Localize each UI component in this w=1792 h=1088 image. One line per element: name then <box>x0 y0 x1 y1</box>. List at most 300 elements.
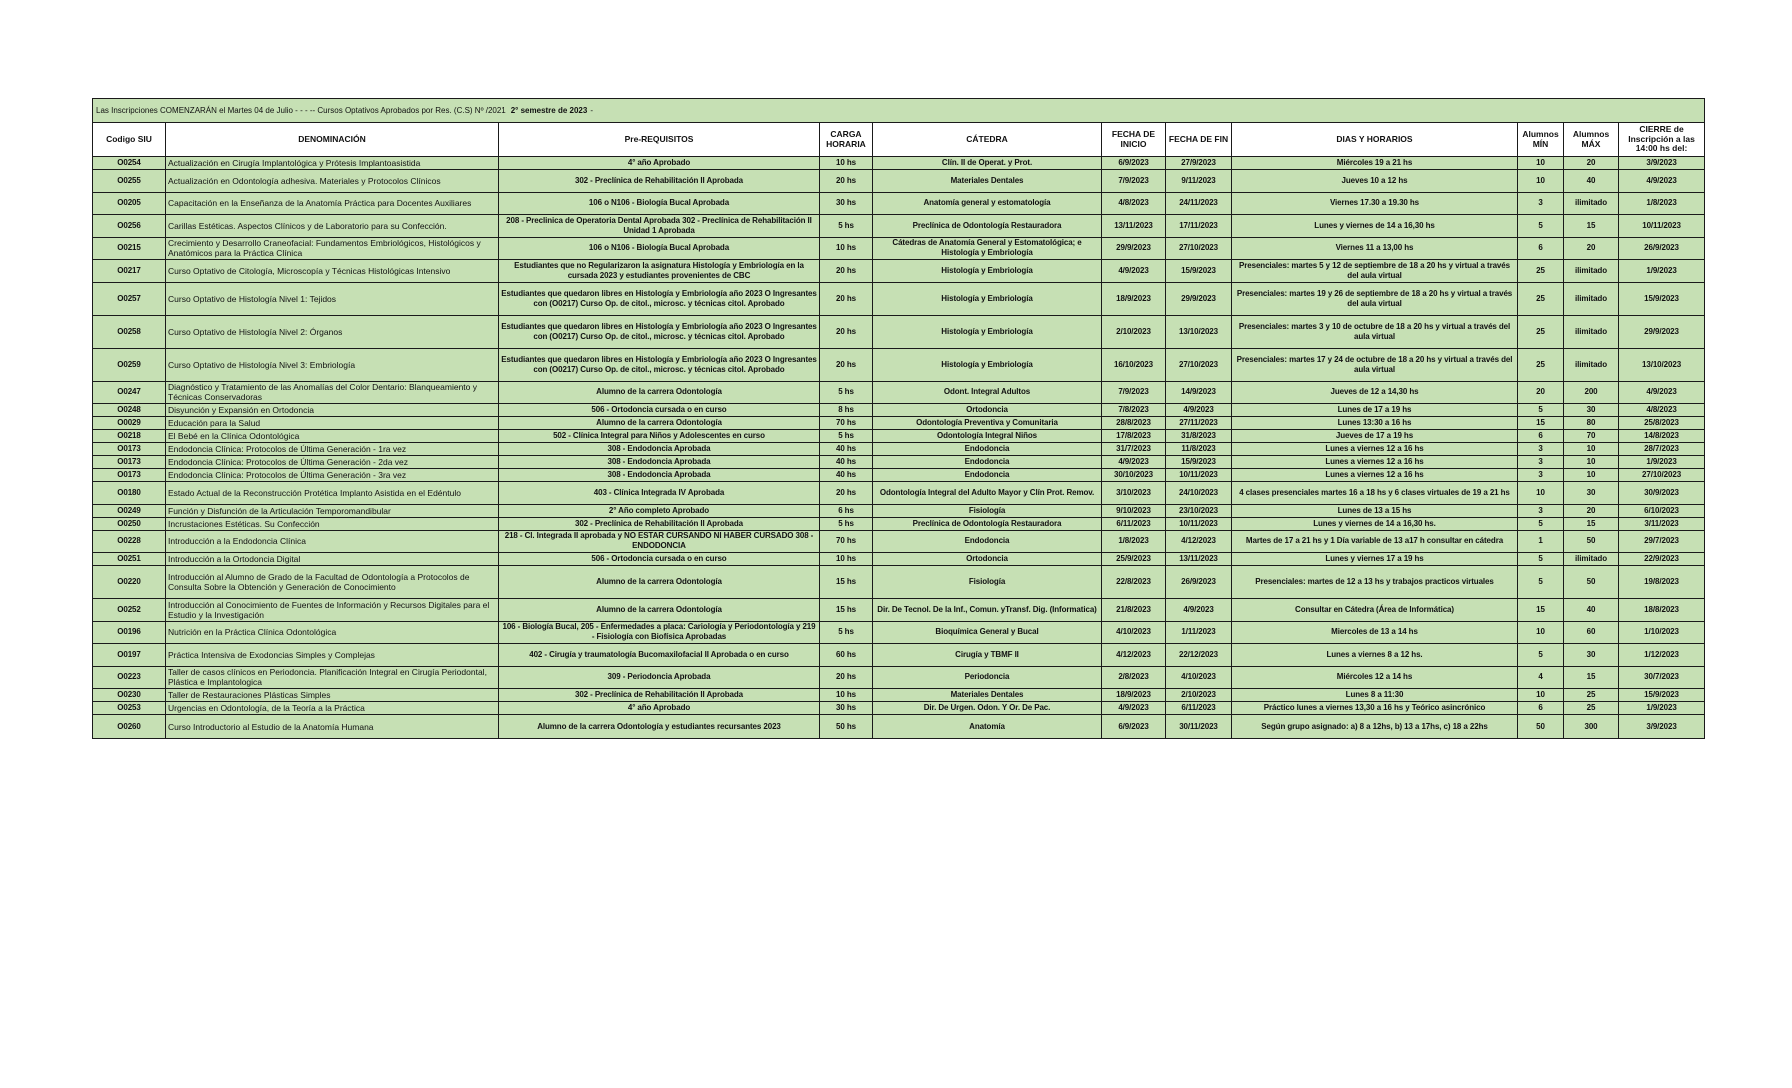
codigo-value: O0256 <box>117 220 141 230</box>
codigo-value: O0197 <box>117 649 141 659</box>
min-value: 25 <box>1536 359 1545 369</box>
catedra-value: Clín. II de Operat. y Prot. <box>941 158 1033 167</box>
header-denominacion <box>166 123 499 157</box>
fin-value: 4/9/2023 <box>1183 405 1214 414</box>
cell-max <box>1564 530 1619 553</box>
codigo-value: O0223 <box>117 672 141 682</box>
cell-inicio <box>1102 599 1166 622</box>
cell-horarios <box>1232 621 1518 644</box>
cell-cierre <box>1619 482 1705 505</box>
prerequisitos-value: 4° año Aprobado <box>627 703 691 712</box>
table-row <box>93 282 1705 315</box>
cell-denominacion <box>166 417 499 430</box>
cell-min <box>1518 348 1564 381</box>
fin-value: 4/10/2023 <box>1181 672 1216 682</box>
header-carga <box>820 123 873 157</box>
fin-value: 4/9/2023 <box>1183 604 1214 614</box>
cell-prerequisitos <box>499 469 820 482</box>
cell-min <box>1518 260 1564 283</box>
fin-value: 10/11/2023 <box>1179 470 1218 479</box>
cell-inicio <box>1102 215 1166 238</box>
catedra-value: Endodoncia <box>964 444 1010 453</box>
cell-fin <box>1166 417 1232 430</box>
prerequisitos-value: Alumno de la carrera Odontología <box>596 418 722 427</box>
denominacion-value: Crecimiento y Desarrollo Craneofacial: Fundamentos Embriológicos, Histológicos y Anatómicos para la Práctica Clínica <box>168 238 481 259</box>
max-value: 50 <box>1586 536 1596 546</box>
catedra-value: Preclínica de Odontología Restauradora <box>912 220 1062 230</box>
header-prerequisitos-label: Pre-REQUISITOS <box>624 133 694 144</box>
cell-max <box>1564 237 1619 260</box>
cell-horarios <box>1232 170 1518 193</box>
cell-carga <box>820 517 873 530</box>
table-row <box>93 621 1705 644</box>
inicio-value: 16/10/2023 <box>1113 359 1154 369</box>
horarios-value: Lunes a viernes 8 a 12 hs. <box>1326 649 1423 659</box>
horarios-value: Lunes y viernes de 14 a 16,30 hs <box>1314 220 1435 230</box>
prerequisitos-value: 302 - Preclínica de Rehabilitación II Aprobada <box>574 175 744 185</box>
horarios-value: Miércoles 12 a 14 hs <box>1336 672 1413 682</box>
cell-max <box>1564 443 1619 456</box>
cell-fin <box>1166 530 1232 553</box>
carga-value: 30 hs <box>836 198 856 208</box>
cell-cierre <box>1619 430 1705 443</box>
fin-value: 6/11/2023 <box>1181 703 1216 712</box>
cell-denominacion <box>166 666 499 689</box>
prerequisitos-value: 106 - Biología Bucal, 205 - Enfermedades a placa: Cariología y Periodontología y 219 - Fisiología con Biofísica Aprobadas <box>502 622 816 642</box>
inicio-value: 2/10/2023 <box>1116 326 1151 336</box>
cell-inicio <box>1102 456 1166 469</box>
cell-horarios <box>1232 553 1518 566</box>
min-value: 5 <box>1538 577 1543 586</box>
prerequisitos-value: Estudiantes que quedaron libres en Histología y Embriología año 2023 O Ingresantes con (O0217) Curso Op. de citol., microsc. y técnicas citol. Aprobado <box>501 288 817 308</box>
cell-denominacion <box>166 715 499 739</box>
header-max <box>1564 123 1619 157</box>
cell-codigo <box>93 689 166 702</box>
cierre-value: 15/9/2023 <box>1644 690 1679 699</box>
cell-horarios <box>1232 237 1518 260</box>
cell-max <box>1564 504 1619 517</box>
carga-value: 20 hs <box>836 359 856 369</box>
cell-denominacion <box>166 469 499 482</box>
catedra-value: Cirugía y TBMF II <box>955 649 1019 659</box>
carga-value: 20 hs <box>836 326 856 336</box>
inicio-value: 7/9/2023 <box>1118 175 1149 185</box>
cell-catedra <box>873 443 1102 456</box>
cierre-value: 4/8/2023 <box>1646 405 1677 414</box>
table-row <box>93 315 1705 348</box>
fin-value: 1/11/2023 <box>1181 627 1216 637</box>
cell-cierre <box>1619 348 1705 381</box>
prerequisitos-value: 308 - Endodoncia Aprobada <box>607 444 711 453</box>
denominacion-value: Diagnóstico y Tratamiento de las Anomalías del Color Dentario: Blanqueamiento y Técnicas Conservadoras <box>168 382 478 403</box>
cell-denominacion <box>166 599 499 622</box>
cell-codigo <box>93 282 166 315</box>
cell-prerequisitos <box>499 715 820 739</box>
cell-carga <box>820 566 873 599</box>
cell-min <box>1518 192 1564 215</box>
cell-cierre <box>1619 260 1705 283</box>
carga-value: 15 hs <box>836 604 856 614</box>
header-min <box>1518 123 1564 157</box>
cell-inicio <box>1102 417 1166 430</box>
cell-horarios <box>1232 689 1518 702</box>
cierre-value: 10/11/2023 <box>1642 220 1681 230</box>
cell-horarios <box>1232 417 1518 430</box>
codigo-value: O0259 <box>117 359 141 369</box>
cell-carga <box>820 482 873 505</box>
fin-value: 27/10/2023 <box>1178 359 1219 369</box>
cell-max <box>1564 157 1619 170</box>
cell-min <box>1518 702 1564 715</box>
horarios-value: Lunes a viernes 12 a 16 hs <box>1325 470 1424 479</box>
cell-carga <box>820 404 873 417</box>
cierre-value: 1/8/2023 <box>1646 198 1677 208</box>
prerequisitos-value: 308 - Endodoncia Aprobada <box>607 457 711 466</box>
codigo-value: O0255 <box>117 175 141 185</box>
cell-catedra <box>873 469 1102 482</box>
cierre-value: 4/9/2023 <box>1646 387 1677 397</box>
inicio-value: 4/9/2023 <box>1118 265 1149 275</box>
cell-prerequisitos <box>499 282 820 315</box>
max-value: ilimitado <box>1575 198 1607 208</box>
cell-fin <box>1166 621 1232 644</box>
cell-inicio <box>1102 237 1166 260</box>
min-value: 10 <box>1536 690 1545 699</box>
min-value: 20 <box>1536 387 1545 397</box>
codigo-value: O0230 <box>117 690 141 699</box>
table-row <box>93 157 1705 170</box>
min-value: 25 <box>1536 326 1545 336</box>
min-value: 5 <box>1538 554 1543 563</box>
horarios-value: Lunes y viernes de 14 a 16,30 hs. <box>1313 518 1436 528</box>
cell-min <box>1518 566 1564 599</box>
header-max-label: Alumnos MÁX <box>1572 129 1610 149</box>
cierre-value: 29/9/2023 <box>1644 326 1679 336</box>
cell-max <box>1564 621 1619 644</box>
cell-prerequisitos <box>499 530 820 553</box>
prerequisitos-value: 218 - Cl. Integrada II aprobada y NO ESTAR CURSANDO NI HABER CURSADO 308 - ENDODONCIA <box>504 531 814 551</box>
cell-horarios <box>1232 530 1518 553</box>
cell-carga <box>820 430 873 443</box>
codigo-value: O0248 <box>117 405 141 414</box>
cell-horarios <box>1232 430 1518 443</box>
max-value: 300 <box>1584 721 1598 731</box>
cell-codigo <box>93 504 166 517</box>
cell-catedra <box>873 237 1102 260</box>
cell-min <box>1518 621 1564 644</box>
horarios-value: Viernes 17.30 a 19.30 hs <box>1329 198 1420 208</box>
cell-carga <box>820 348 873 381</box>
cell-fin <box>1166 553 1232 566</box>
min-value: 10 <box>1536 175 1545 185</box>
cell-codigo <box>93 469 166 482</box>
cell-codigo <box>93 157 166 170</box>
table-row <box>93 644 1705 667</box>
min-value: 10 <box>1536 627 1545 637</box>
fin-value: 23/10/2023 <box>1178 505 1219 515</box>
catedra-value: Preclínica de Odontología Restauradora <box>912 518 1062 528</box>
cell-carga <box>820 504 873 517</box>
cell-max <box>1564 715 1619 739</box>
cell-prerequisitos <box>499 456 820 469</box>
cell-inicio <box>1102 348 1166 381</box>
cell-catedra <box>873 689 1102 702</box>
min-value: 1 <box>1538 536 1543 546</box>
cell-min <box>1518 215 1564 238</box>
cell-carga <box>820 282 873 315</box>
max-value: 80 <box>1586 418 1596 427</box>
inicio-value: 7/9/2023 <box>1118 387 1149 397</box>
fin-value: 27/11/2023 <box>1179 418 1218 427</box>
cell-cierre <box>1619 566 1705 599</box>
denominacion-value: Curso Optativo de Citología, Microscopía y Técnicas Histológicas Intensivo <box>168 265 451 276</box>
header-cierre <box>1619 123 1705 157</box>
inicio-value: 4/10/2023 <box>1116 627 1151 637</box>
cell-horarios <box>1232 456 1518 469</box>
fin-value: 14/9/2023 <box>1181 387 1216 397</box>
cell-fin <box>1166 469 1232 482</box>
cell-carga <box>820 443 873 456</box>
cell-inicio <box>1102 192 1166 215</box>
carga-value: 50 hs <box>836 721 856 731</box>
cell-denominacion <box>166 215 499 238</box>
cell-codigo <box>93 621 166 644</box>
cell-max <box>1564 170 1619 193</box>
cell-max <box>1564 482 1619 505</box>
cierre-value: 3/9/2023 <box>1646 158 1677 167</box>
fin-value: 24/11/2023 <box>1179 198 1218 208</box>
prerequisitos-value: Alumno de la carrera Odontología <box>596 604 722 614</box>
cell-codigo <box>93 566 166 599</box>
header-fin-label: FECHA DE FIN <box>1168 133 1229 144</box>
catedra-value: Materiales Dentales <box>950 175 1024 185</box>
cell-max <box>1564 666 1619 689</box>
max-value: 15 <box>1586 518 1596 528</box>
fin-value: 9/11/2023 <box>1181 175 1216 185</box>
fin-value: 22/12/2023 <box>1178 649 1219 659</box>
max-value: ilimitado <box>1575 326 1607 336</box>
denominacion-value: Actualización en Cirugía Implantológica y Prótesis Implantoasistida <box>168 158 421 168</box>
header-fin <box>1166 123 1232 157</box>
cell-horarios <box>1232 157 1518 170</box>
cell-codigo <box>93 553 166 566</box>
cell-inicio <box>1102 157 1166 170</box>
cell-codigo <box>93 237 166 260</box>
cell-min <box>1518 469 1564 482</box>
min-value: 6 <box>1538 431 1543 440</box>
cell-fin <box>1166 348 1232 381</box>
prerequisitos-value: 502 - Clínica Integral para Niños y Adolescentes en curso <box>553 431 765 440</box>
cell-denominacion <box>166 282 499 315</box>
catedra-value: Endodoncia <box>964 457 1010 466</box>
cell-horarios <box>1232 666 1518 689</box>
cell-horarios <box>1232 566 1518 599</box>
table-row <box>93 170 1705 193</box>
fin-value: 13/10/2023 <box>1178 326 1219 336</box>
inicio-value: 13/11/2023 <box>1114 220 1153 230</box>
table-row <box>93 430 1705 443</box>
cell-cierre <box>1619 689 1705 702</box>
cell-min <box>1518 666 1564 689</box>
cierre-value: 18/8/2023 <box>1644 604 1679 614</box>
prerequisitos-value: Estudiantes que quedaron libres en Histología y Embriología año 2023 O Ingresantes con (O0217) Curso Op. de citol., microsc. y técnicas citol. Aprobado <box>501 321 817 341</box>
min-value: 10 <box>1536 158 1545 167</box>
cell-cierre <box>1619 666 1705 689</box>
cell-min <box>1518 381 1564 404</box>
table-row <box>93 702 1705 715</box>
horarios-value: Lunes 8 a 11:30 <box>1345 690 1404 699</box>
max-value: ilimitado <box>1575 293 1607 303</box>
carga-value: 10 hs <box>836 554 856 563</box>
catedra-value: Odontología Integral Niños <box>936 431 1038 440</box>
denominacion-value: Endodoncia Clínica: Protocolos de Última Generación - 1ra vez <box>168 444 407 454</box>
cell-codigo <box>93 192 166 215</box>
codigo-value: O0215 <box>117 243 141 253</box>
carga-value: 5 hs <box>838 518 854 528</box>
header-catedra-label: CÁTEDRA <box>966 133 1008 144</box>
max-value: ilimitado <box>1575 359 1607 369</box>
horarios-value: Miércoles 19 a 21 hs <box>1336 158 1413 167</box>
cell-carga <box>820 157 873 170</box>
codigo-value: O0228 <box>117 536 141 546</box>
catedra-value: Endodoncia <box>964 470 1010 479</box>
cell-denominacion <box>166 237 499 260</box>
header-codigo-label: Codigo SIU <box>106 133 152 144</box>
cell-min <box>1518 504 1564 517</box>
catedra-value: Anatomía <box>969 721 1005 731</box>
max-value: 70 <box>1586 431 1596 440</box>
cell-fin <box>1166 443 1232 456</box>
cell-min <box>1518 644 1564 667</box>
denominacion-value: Práctica Intensiva de Exodoncias Simples y Complejas <box>168 649 375 660</box>
carga-value: 70 hs <box>836 536 856 546</box>
table-row <box>93 666 1705 689</box>
inicio-value: 2/8/2023 <box>1118 672 1149 682</box>
cell-carga <box>820 644 873 667</box>
cell-min <box>1518 530 1564 553</box>
horarios-value: Práctico lunes a viernes 13,30 a 16 hs y Teórico asincrónico <box>1263 703 1486 712</box>
table-row <box>93 504 1705 517</box>
codigo-value: O0247 <box>117 387 141 397</box>
codigo-value: O0220 <box>117 577 141 586</box>
cell-horarios <box>1232 702 1518 715</box>
cell-cierre <box>1619 702 1705 715</box>
cell-carga <box>820 715 873 739</box>
cell-max <box>1564 404 1619 417</box>
denominacion-value: Urgencias en Odontología, de la Teoría a la Práctica <box>168 703 365 713</box>
header-inicio-label: FECHA DE INICIO <box>1111 129 1156 149</box>
codigo-value: O0257 <box>117 293 141 303</box>
min-value: 3 <box>1538 198 1543 208</box>
cell-max <box>1564 348 1619 381</box>
cell-prerequisitos <box>499 702 820 715</box>
catedra-value: Fisiología <box>968 577 1006 586</box>
codigo-value: O0173 <box>117 444 141 453</box>
denominacion-value: Estado Actual de la Reconstrucción Protética Implanto Asistida en el Edéntulo <box>168 487 461 498</box>
cell-prerequisitos <box>499 666 820 689</box>
cierre-value: 30/9/2023 <box>1644 487 1679 497</box>
table-row <box>93 260 1705 283</box>
cell-codigo <box>93 530 166 553</box>
cell-inicio <box>1102 282 1166 315</box>
cell-cierre <box>1619 456 1705 469</box>
max-value: 10 <box>1586 470 1596 479</box>
cell-prerequisitos <box>499 348 820 381</box>
cell-fin <box>1166 599 1232 622</box>
prerequisitos-value: 106 o N106 - Biología Bucal Aprobada <box>588 198 730 208</box>
cell-min <box>1518 157 1564 170</box>
carga-value: 40 hs <box>836 470 856 479</box>
inicio-value: 22/8/2023 <box>1116 577 1151 586</box>
carga-value: 8 hs <box>838 405 854 414</box>
cell-denominacion <box>166 553 499 566</box>
cell-max <box>1564 517 1619 530</box>
cell-max <box>1564 215 1619 238</box>
denominacion-value: Curso Optativo de Histología Nivel 2: Órganos <box>168 326 343 337</box>
cell-inicio <box>1102 260 1166 283</box>
cell-carga <box>820 381 873 404</box>
inicio-value: 17/8/2023 <box>1116 431 1151 440</box>
cell-cierre <box>1619 621 1705 644</box>
catedra-value: Endodoncia <box>964 536 1010 546</box>
cell-inicio <box>1102 517 1166 530</box>
cierre-value: 22/9/2023 <box>1644 554 1679 563</box>
cell-max <box>1564 702 1619 715</box>
prerequisitos-value: Estudiantes que quedaron libres en Histología y Embriología año 2023 O Ingresantes con (O0217) Curso Op. de citol., microsc. y técnicas citol. Aprobado <box>501 354 817 374</box>
cell-prerequisitos <box>499 237 820 260</box>
cell-horarios <box>1232 715 1518 739</box>
course-offer-sheet <box>92 98 1704 739</box>
horarios-value: 4 clases presenciales martes 16 a 18 hs y 6 clases virtuales de 19 a 21 hs <box>1239 487 1510 497</box>
min-value: 15 <box>1536 418 1545 427</box>
table-row <box>93 469 1705 482</box>
carga-value: 20 hs <box>836 672 856 682</box>
cell-codigo <box>93 482 166 505</box>
cell-fin <box>1166 517 1232 530</box>
max-value: 15 <box>1586 220 1596 230</box>
cell-carga <box>820 260 873 283</box>
denominacion-value: Función y Disfunción de la Articulación Temporomandibular <box>168 505 391 516</box>
optional-courses-table <box>92 98 1705 739</box>
inicio-value: 3/10/2023 <box>1116 487 1151 497</box>
catedra-value: Materiales Dentales <box>950 690 1024 699</box>
cell-catedra <box>873 282 1102 315</box>
cell-fin <box>1166 715 1232 739</box>
cell-codigo <box>93 315 166 348</box>
cell-fin <box>1166 404 1232 417</box>
catedra-value: Odont. Integral Adultos <box>943 387 1031 397</box>
cell-cierre <box>1619 715 1705 739</box>
cell-min <box>1518 482 1564 505</box>
max-value: 30 <box>1586 649 1596 659</box>
fin-value: 15/9/2023 <box>1181 457 1216 466</box>
cell-min <box>1518 599 1564 622</box>
cell-catedra <box>873 456 1102 469</box>
cell-fin <box>1166 170 1232 193</box>
cell-carga <box>820 237 873 260</box>
cell-prerequisitos <box>499 260 820 283</box>
codigo-value: O0029 <box>117 418 141 427</box>
cell-horarios <box>1232 517 1518 530</box>
cell-codigo <box>93 456 166 469</box>
fin-value: 15/9/2023 <box>1181 265 1216 275</box>
cell-prerequisitos <box>499 553 820 566</box>
codigo-value: O0173 <box>117 457 141 466</box>
cell-carga <box>820 621 873 644</box>
cell-prerequisitos <box>499 504 820 517</box>
catedra-value: Odontología Integral del Adulto Mayor y Clín Prot. Remov. <box>879 487 1095 497</box>
codigo-value: O0217 <box>117 265 141 275</box>
